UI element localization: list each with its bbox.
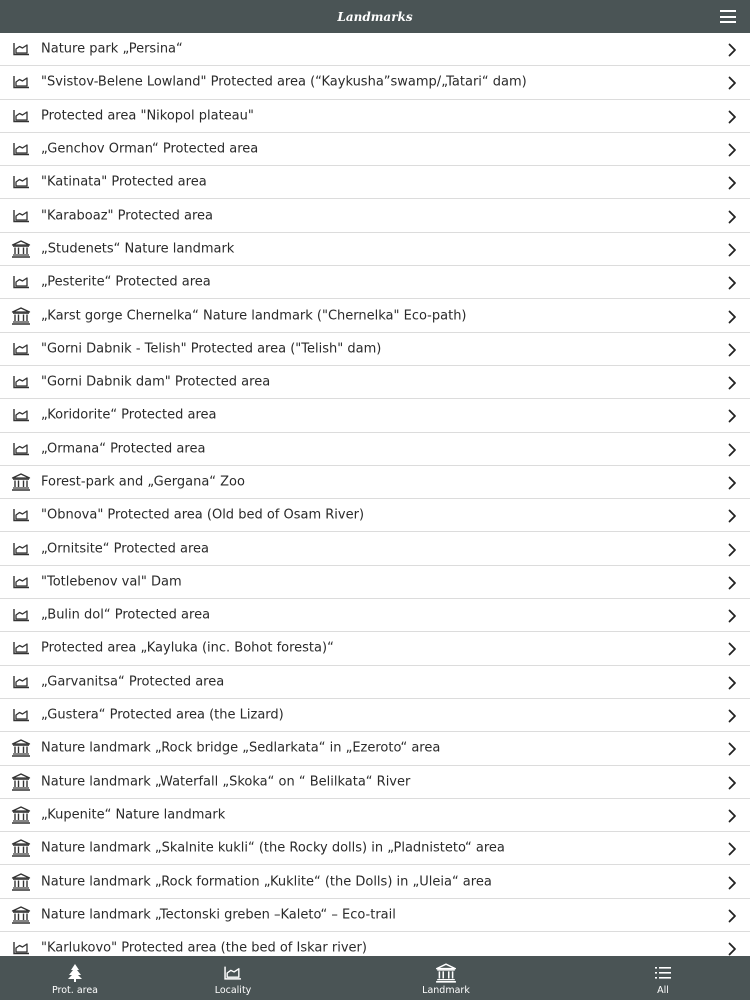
list-item[interactable] xyxy=(0,466,750,499)
area-chart-icon xyxy=(11,673,31,691)
list-item-label: Nature landmark „Rock formation „Kuklite“ (the Dolls) in „Uleia“ area xyxy=(41,874,492,890)
list-item-label: "Svistov-Belene Lowland" Protected area (“Kaykusha”swamp/„Tatari“ dam) xyxy=(41,74,527,90)
area-chart-icon xyxy=(11,107,31,125)
landmark-building-icon xyxy=(11,240,31,258)
chevron-right-icon xyxy=(726,442,738,456)
landmark-building-icon xyxy=(11,806,31,824)
area-chart-icon xyxy=(11,706,31,724)
list-item[interactable] xyxy=(0,766,750,799)
list-item-label: "Karlukovo" Protected area (the bed of Iskar river) xyxy=(41,940,367,956)
area-chart-icon xyxy=(11,406,31,424)
list-item[interactable] xyxy=(0,133,750,166)
chevron-right-icon xyxy=(726,508,738,522)
tree-icon xyxy=(64,962,86,984)
list-item-label: Protected area „Kayluka (inc. Bohot foresta)“ xyxy=(41,640,334,656)
list-item-label: „Garvanitsa“ Protected area xyxy=(41,674,225,690)
list-item[interactable] xyxy=(0,433,750,466)
list-item-label: "Gorni Dabnik dam" Protected area xyxy=(41,374,271,390)
tab-label: All xyxy=(657,985,669,996)
area-chart-icon xyxy=(11,273,31,291)
list-item-label: Protected area "Nikopol plateau" xyxy=(41,108,254,124)
landmark-building-icon xyxy=(11,739,31,757)
area-chart-icon xyxy=(11,573,31,591)
list-item-label: „Bulin dol“ Protected area xyxy=(41,607,211,623)
chevron-right-icon xyxy=(726,708,738,722)
chevron-right-icon xyxy=(726,75,738,89)
list-item[interactable] xyxy=(0,699,750,732)
landmark-building-icon xyxy=(11,906,31,924)
list-item-label: „Ormana“ Protected area xyxy=(41,441,206,457)
list-item-label: „Ornitsite“ Protected area xyxy=(41,541,210,557)
list-item[interactable] xyxy=(0,33,750,66)
area-chart-icon xyxy=(11,939,31,956)
top-app-bar xyxy=(0,0,750,33)
chevron-right-icon xyxy=(726,875,738,889)
chevron-right-icon xyxy=(726,941,738,955)
landmark-building-icon xyxy=(11,473,31,491)
area-chart-icon xyxy=(11,639,31,657)
list-item-label: "Gorni Dabnik - Telish" Protected area ("Telish" dam) xyxy=(41,341,382,357)
chevron-right-icon xyxy=(726,342,738,356)
list-item-label: Nature landmark „Tectonski greben –Kaleto“ – Eco-trail xyxy=(41,907,396,923)
tab-locality[interactable] xyxy=(173,956,293,1000)
tab-label: Prot. area xyxy=(51,985,99,996)
bottom-tab-bar xyxy=(0,956,750,1000)
area-chart-icon xyxy=(11,40,31,58)
landmark-building-icon xyxy=(11,839,31,857)
chevron-right-icon xyxy=(726,209,738,223)
list-item[interactable] xyxy=(0,166,750,199)
landmark-building-icon xyxy=(11,873,31,891)
tab-label: Landmark xyxy=(422,985,470,996)
list-item[interactable] xyxy=(0,66,750,99)
area-chart-icon xyxy=(11,540,31,558)
list-item[interactable] xyxy=(0,666,750,699)
list-item-label: Nature landmark „Skalnite kukli“ (the Rocky dolls) in „Pladnisteto“ area xyxy=(41,840,505,856)
list-item[interactable] xyxy=(0,233,750,266)
area-chart-icon xyxy=(11,73,31,91)
list-item-label: "Obnova" Protected area (Old bed of Osam River) xyxy=(41,507,365,523)
list-item-label: „Koridorite“ Protected area xyxy=(41,407,217,423)
list-item[interactable] xyxy=(0,632,750,665)
chevron-right-icon xyxy=(726,542,738,556)
chevron-right-icon xyxy=(726,575,738,589)
list-item-label: „Karst gorge Chernelka“ Nature landmark ("Chernelka" Eco-path) xyxy=(41,308,467,324)
area-chart-icon xyxy=(11,207,31,225)
landmarks-list xyxy=(0,33,750,956)
chevron-right-icon xyxy=(726,675,738,689)
tab-landmark[interactable] xyxy=(386,956,506,1000)
chevron-right-icon xyxy=(726,309,738,323)
landmark-building-icon xyxy=(11,773,31,791)
list-item-label: Nature landmark „Waterfall „Skoka“ on “ Belilkata“ River xyxy=(41,774,411,790)
chevron-right-icon xyxy=(726,475,738,489)
chevron-right-icon xyxy=(726,808,738,822)
list-item[interactable] xyxy=(0,932,750,956)
list-item[interactable] xyxy=(0,732,750,765)
list-item[interactable] xyxy=(0,899,750,932)
chevron-right-icon xyxy=(726,775,738,789)
area-chart-icon xyxy=(11,506,31,524)
list-item-label: "Karaboaz" Protected area xyxy=(41,208,213,224)
list-item-label: „Kupenite“ Nature landmark xyxy=(41,807,226,823)
list-item[interactable] xyxy=(0,299,750,332)
chevron-right-icon xyxy=(726,175,738,189)
chevron-right-icon xyxy=(726,608,738,622)
list-icon xyxy=(652,962,674,984)
area-chart-icon xyxy=(11,440,31,458)
list-item-label: „Pesterite“ Protected area xyxy=(41,274,211,290)
landmark-building-icon xyxy=(435,962,457,984)
chevron-right-icon xyxy=(726,841,738,855)
chevron-right-icon xyxy=(726,641,738,655)
list-item[interactable] xyxy=(0,566,750,599)
list-item[interactable] xyxy=(0,799,750,832)
chevron-right-icon xyxy=(726,242,738,256)
list-item-label: "Katinata" Protected area xyxy=(41,174,207,190)
area-chart-icon xyxy=(222,962,244,984)
chevron-right-icon xyxy=(726,142,738,156)
area-chart-icon xyxy=(11,606,31,624)
tab-prot-area[interactable] xyxy=(15,956,135,1000)
chevron-right-icon xyxy=(726,42,738,56)
area-chart-icon xyxy=(11,140,31,158)
list-item[interactable] xyxy=(0,865,750,898)
chevron-right-icon xyxy=(726,908,738,922)
chevron-right-icon xyxy=(726,275,738,289)
list-item[interactable] xyxy=(0,499,750,532)
list-item-label: Nature landmark „Rock bridge „Sedlarkata“ in „Ezeroto“ area xyxy=(41,740,441,756)
list-item[interactable] xyxy=(0,366,750,399)
tab-label: Locality xyxy=(214,985,252,996)
list-item-label: „Gustera“ Protected area (the Lizard) xyxy=(41,707,284,723)
list-item[interactable] xyxy=(0,832,750,865)
page-title: Landmarks xyxy=(337,9,413,24)
landmark-building-icon xyxy=(11,307,31,325)
list-item[interactable] xyxy=(0,100,750,133)
list-item[interactable] xyxy=(0,333,750,366)
list-item[interactable] xyxy=(0,532,750,565)
list-item-label: Forest-park and „Gergana“ Zoo xyxy=(41,474,245,490)
tab-all[interactable] xyxy=(603,956,723,1000)
list-item[interactable] xyxy=(0,266,750,299)
list-item[interactable] xyxy=(0,399,750,432)
area-chart-icon xyxy=(11,340,31,358)
list-item[interactable] xyxy=(0,199,750,232)
hamburger-menu-icon[interactable] xyxy=(720,10,736,23)
list-item[interactable] xyxy=(0,599,750,632)
list-item-label: „Studenets“ Nature landmark xyxy=(41,241,235,257)
chevron-right-icon xyxy=(726,109,738,123)
list-item-label: "Totlebenov val" Dam xyxy=(41,574,182,590)
list-item-label: „Genchov Orman“ Protected area xyxy=(41,141,259,157)
chevron-right-icon xyxy=(726,375,738,389)
area-chart-icon xyxy=(11,373,31,391)
chevron-right-icon xyxy=(726,408,738,422)
chevron-right-icon xyxy=(726,741,738,755)
list-item-label: Nature park „Persina“ xyxy=(41,41,183,57)
area-chart-icon xyxy=(11,173,31,191)
